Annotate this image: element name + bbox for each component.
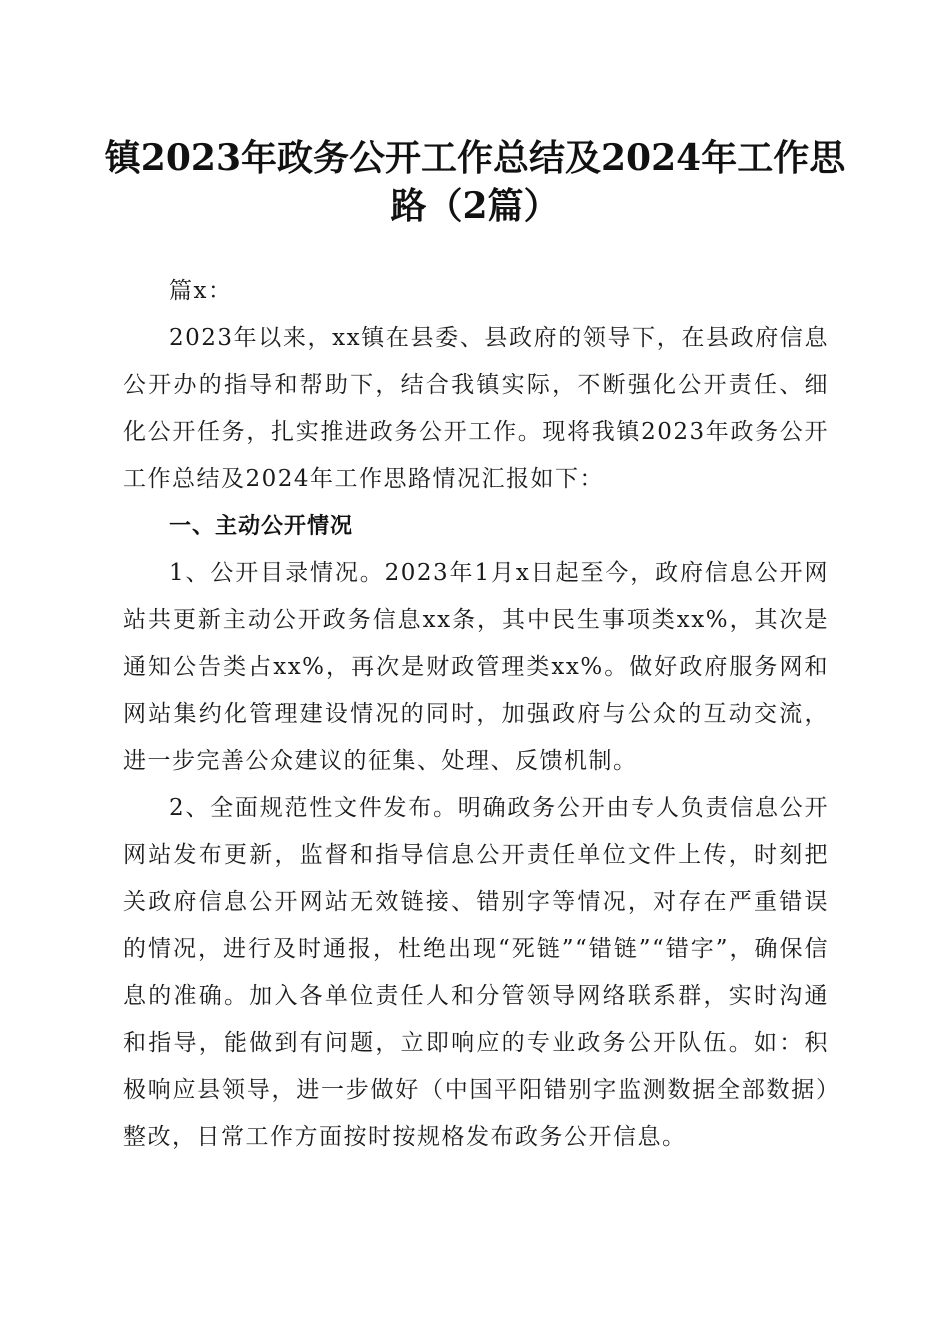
document-title: 镇2023年政务公开工作总结及2024年工作思路（2篇） — [104, 137, 846, 227]
document-body — [123, 268, 829, 1161]
intro-paragraph: 2023年以来，xx镇在县委、县政府的领导下，在县政府信息公开办的指导和帮助下，结合我镇实际，不断强化公开责任、细化公开任务，扎实推进政务公开工作。现将我镇2023年政务公开工作总结及2024年工作思路情况汇报如下： — [123, 325, 829, 492]
section-heading: 一、主动公开情况 — [169, 514, 354, 539]
paragraph-catalog: 1、公开目录情况。2023年1月x日起至今，政府信息公开网站共更新主动公开政务信息xx条，其中民生事项类xx%，其次是通知公告类占xx%，再次是财政管理类xx%。做好政府服务网和网站集约化管理建设情况的同时，加强政府与公众的互动交流，进一步完善公众建议的征集、处理、反馈机制。 — [123, 560, 829, 774]
paragraph-publishing: 2、全面规范性文件发布。明确政务公开由专人负责信息公开网站发布更新，监督和指导信息公开责任单位文件上传，时刻把关政府信息公开网站无效链接、错别字等情况，对存在严重错误的情况，进行及时通报，杜绝出现“死链”“错链”“错字”，确保信息的准确。加入各单位责任人和分管领导网络联系群，实时沟通和指导，能做到有问题，立即响应的专业政务公开队伍。如：积极响应县领导，进一步做好（中国平阳错别字监测数据全部数据）整改，日常工作方面按时按规格发布政务公开信息。 — [123, 795, 829, 1150]
section-label: 篇x： — [169, 278, 233, 304]
